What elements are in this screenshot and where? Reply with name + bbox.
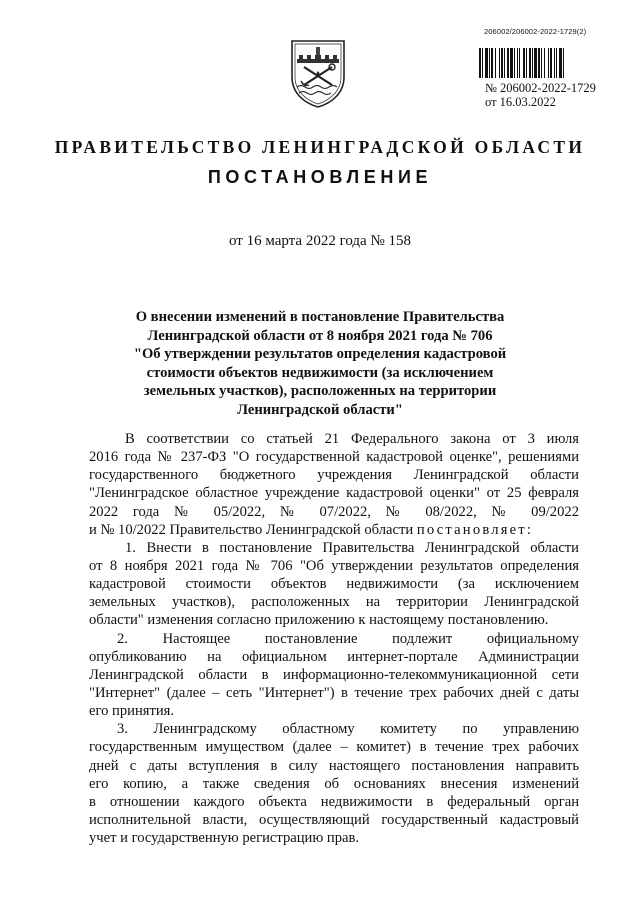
title-line: стоимости объектов недвижимости (за исключением	[146, 364, 494, 381]
barcode-bar	[507, 48, 509, 78]
barcode-bar	[510, 48, 513, 78]
item-2-paragraph	[89, 630, 579, 721]
document-body	[89, 430, 579, 847]
body-line: исполнительной власти, осуществляющий государственный кадастровый	[89, 811, 579, 828]
barcode-bar	[529, 48, 531, 78]
barcode-bar	[495, 48, 496, 78]
barcode-bar	[532, 48, 533, 78]
resolves-word: постановляет:	[416, 521, 534, 538]
title-line: "Об утверждении результатов определения кадастровой	[133, 346, 507, 363]
barcode-bar	[550, 48, 552, 78]
barcode-bar	[482, 48, 483, 78]
body-line: опубликованию на официальном интернет-портале Администрации	[89, 648, 579, 665]
body-line: "Интернет" (далее – сеть "Интернет") в течение трех рабочих дней с даты	[89, 684, 579, 701]
body-line: его копию, а также сведения об основаниях внесения изменений	[89, 775, 579, 792]
barcode-bar	[491, 48, 493, 78]
body-line: "Ленинградское областное учреждение кадастровой оценки" от 25 февраля	[89, 485, 579, 502]
item-1-paragraph	[89, 539, 579, 630]
body-line: от 8 ноября 2021 года № 706 "Об утверждении результатов определения	[89, 557, 579, 574]
body-line: 2. Настоящее постановление подлежит официальному	[117, 630, 579, 647]
barcode-bar	[541, 48, 542, 78]
body-line: в отношении каждого объекта недвижимости в федеральный орган	[89, 793, 579, 810]
barcode-bar	[499, 48, 500, 78]
barcode-bar	[526, 48, 527, 78]
barcode-bar	[556, 48, 557, 78]
title-line: О внесении изменений в постановление Правительства	[135, 309, 505, 325]
preamble-paragraph	[89, 430, 579, 539]
barcode-bar	[485, 48, 488, 78]
barcode-bar	[504, 48, 505, 78]
barcode-image	[479, 48, 600, 78]
registration-number: № 206002-2022-1729	[485, 81, 596, 95]
body-line: 2016 года № 237-ФЗ "О государственной кадастровой оценке", решениями	[89, 449, 579, 466]
body-line: 3. Ленинградскому областному комитету по управлению	[117, 721, 579, 738]
title-line: Ленинградской области"	[237, 401, 403, 418]
barcode-bar	[523, 48, 525, 78]
document-title	[90, 308, 550, 420]
item-3-paragraph	[89, 720, 579, 847]
barcode-bar	[514, 48, 515, 78]
body-line: учет и государственную регистрацию прав.	[89, 830, 360, 847]
body-line: области" изменения согласно приложению к настоящему постановлению.	[89, 612, 549, 629]
government-heading: ПРАВИТЕЛЬСТВО ЛЕНИНГРАДСКОЙ ОБЛАСТИ	[54, 137, 586, 157]
registration-date: от 16.03.2022	[485, 95, 556, 109]
body-line: дней с даты вступления в силу настоящего постановления направить	[89, 757, 579, 774]
barcode-bar	[519, 48, 520, 78]
body-line	[89, 521, 579, 539]
body-line: государственного бюджетного учреждения Ленинградской области	[89, 467, 579, 484]
barcode-bar	[554, 48, 555, 78]
body-line: государственным имуществом (далее – комитет) в течение трех рабочих	[89, 739, 579, 756]
barcode-bar	[544, 48, 545, 78]
body-line: земельных участков), расположенных на территории Ленинградской	[89, 594, 579, 611]
barcode-bar	[538, 48, 540, 78]
barcode-bar	[501, 48, 503, 78]
barcode-bar	[559, 48, 562, 78]
body-line: кадастровой стоимости объектов недвижимости (за исключением	[89, 576, 579, 593]
document-type-heading: ПОСТАНОВЛЕНИЕ	[207, 167, 433, 187]
coat-of-arms-emblem	[288, 37, 348, 109]
body-line: 2022 года № 05/2022, № 07/2022, № 08/2022, № 09/2022	[89, 503, 579, 520]
barcode-bar	[563, 48, 564, 78]
barcode-code-text: 206002/206002-2022-1729(2)	[484, 27, 587, 36]
title-line: Ленинградской области от 8 ноября 2021 года № 706	[147, 327, 493, 344]
title-line: земельных участков), расположенных на территории	[143, 383, 497, 400]
barcode-bar	[534, 48, 537, 78]
body-line: 1. Внести в постановление Правительства Ленинградской области	[125, 539, 579, 556]
barcode-bar	[479, 48, 481, 78]
registration-stamp	[485, 81, 596, 109]
barcode-bar	[517, 48, 518, 78]
barcode-bar	[489, 48, 490, 78]
body-line: В соответствии со статьей 21 Федерального закона от 3 июля	[125, 431, 579, 447]
document-date-number: от 16 марта 2022 года № 158	[228, 233, 412, 249]
body-line: Ленинградской области в информационно-телекоммуникационной сети	[89, 666, 579, 683]
body-line: его принятия.	[89, 703, 175, 720]
preamble-text: и № 10/2022 Правительство Ленинградской области	[89, 521, 417, 538]
barcode-bar	[548, 48, 549, 78]
